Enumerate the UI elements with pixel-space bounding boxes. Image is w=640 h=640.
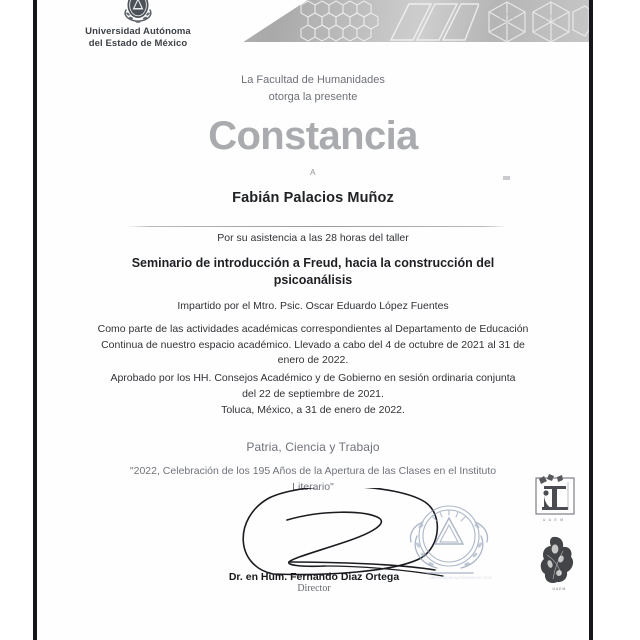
instructor-line: Impartido por el Mtro. Psic. Oscar Eduardo López Fuentes [177,300,449,312]
horizontal-divider [127,226,507,227]
signer-name: Dr. en Hum. Fernando Díaz Ortega [228,571,400,583]
to-label: A [310,168,316,177]
certificate-title: Constancia [208,114,418,158]
dark-figure-stamp-icon [535,535,579,587]
intro-line-grants: otorga la presente [268,91,358,103]
svg-text:UNIVERSIDAD AUTONOMA DEL EDO: UNIVERSIDAD AUTONOMA DEL EDO [429,576,492,580]
institution-name-line1: Universidad Autónoma [85,26,191,37]
certificate-sheet [37,0,589,640]
paragraph-council-approval: Aprobado por los HH. Consejos Académico y de Gobierno en sesión ordinaria conjunta del 22 de septiembre de 2021. [110,372,516,400]
uaem-round-seal-icon [401,492,497,584]
honeycomb-pattern-icon [299,0,385,42]
anniversary-quote: "2022, Celebración de los 195 Años de la Apertura de las Clases en el Instituto Literario" [129,465,497,493]
intro-line-faculty: La Facultad de Humanidades [241,74,385,86]
signer-role: Director [297,583,331,594]
course-title: Seminario de introducción a Freud, hacia la construcción del psicoanálisis [131,256,495,287]
hexagon-tiles-icon [387,0,479,42]
place-and-date: Toluca, México, a 31 de enero de 2022. [221,404,405,416]
paragraph-academic-activities: Como parte de las actividades académicas correspondientes al Departamento de Educación Continua de nuestro espacio académico. Llevado a cabo del 4 de octubre de 2021 al 31 de enero de 2022. [97,323,529,366]
hexagon-cluster-icon [481,0,589,42]
institution-name-line2: del Estado de México [88,38,188,49]
institution-name [63,26,213,50]
recipient-name: Fabián Palacios Muñoz [232,190,394,206]
uaeh-square-stamp-icon [531,472,581,524]
page-right-border [589,0,593,640]
scan-artifact-speck [503,176,510,180]
attendance-statement: Por su asistencia a las 28 horas del taller [217,232,409,244]
page-left-border [33,0,37,640]
intro-text [37,72,589,106]
university-motto: Patria, Ciencia y Trabajo [246,440,380,454]
stamp-lower-caption: U A E M [552,587,566,591]
svg-text:U A E M: U A E M [543,518,565,522]
